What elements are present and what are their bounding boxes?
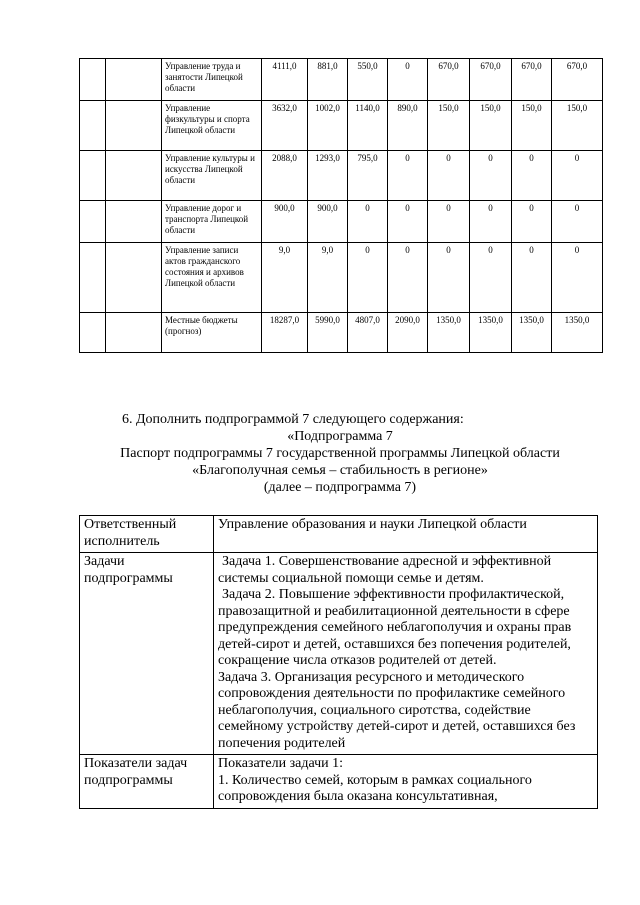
- budget-value-cell: 0: [428, 243, 470, 313]
- subprogram-alias: (далее – подпрограмма 7): [263, 480, 417, 495]
- budget-value-cell: 0: [470, 201, 512, 243]
- budget-row-name: Управление культуры и искусства Липецкой области: [162, 151, 262, 201]
- budget-row: [80, 243, 603, 313]
- budget-row: [80, 59, 603, 101]
- budget-value-cell: 0: [388, 59, 428, 101]
- budget-value-cell: 670,0: [428, 59, 470, 101]
- passport-label-tasks: Задачи подпрограммы: [80, 553, 214, 755]
- budget-row-name: Управление физкультуры и спорта Липецкой области: [162, 101, 262, 151]
- budget-row-name: Местные бюджеты (прогноз): [162, 313, 262, 353]
- passport-value-tasks: [214, 553, 598, 755]
- budget-value-cell: 150,0: [512, 101, 552, 151]
- passport-row-indicators: [80, 755, 598, 809]
- budget-row: [80, 101, 603, 151]
- budget-value-cell: 0: [388, 151, 428, 201]
- budget-value-cell: 2090,0: [388, 313, 428, 353]
- budget-value-cell: 1350,0: [428, 313, 470, 353]
- budget-value-cell: 9,0: [262, 243, 308, 313]
- budget-value-cell: 2088,0: [262, 151, 308, 201]
- budget-value-cell: 9,0: [308, 243, 348, 313]
- task-2: Задача 2. Повышение эффективности профилактической, правозащитной и реабилитационной деятельности в сфере предупреждения семейного неблагополучия и охраны прав детей-сирот и детей, оставшихся без попечения родителей, сокращение числа отказов родителей от детей.: [218, 587, 572, 668]
- budget-row: [80, 201, 603, 243]
- budget-value-cell: 900,0: [262, 201, 308, 243]
- budget-value-cell: 18287,0: [262, 313, 308, 353]
- budget-value-cell: 881,0: [308, 59, 348, 101]
- program-name: «Благополучная семья – стабильность в регионе»: [192, 463, 488, 478]
- budget-value-cell: 150,0: [428, 101, 470, 151]
- budget-empty-cell: [106, 101, 162, 151]
- budget-value-cell: 0: [512, 151, 552, 201]
- budget-empty-cell: [80, 313, 106, 353]
- subprogram-title: «Подпрограмма 7: [287, 429, 393, 444]
- budget-row: [80, 151, 603, 201]
- budget-value-cell: 0: [552, 151, 603, 201]
- budget-row: [80, 313, 603, 353]
- budget-value-cell: 795,0: [348, 151, 388, 201]
- budget-value-cell: 0: [470, 243, 512, 313]
- budget-value-cell: 0: [348, 243, 388, 313]
- budget-empty-cell: [80, 151, 106, 201]
- budget-empty-cell: [106, 151, 162, 201]
- budget-empty-cell: [80, 59, 106, 101]
- budget-value-cell: 1002,0: [308, 101, 348, 151]
- budget-value-cell: 670,0: [552, 59, 603, 101]
- budget-value-cell: 150,0: [470, 101, 512, 151]
- budget-row-name: Управление труда и занятости Липецкой области: [162, 59, 262, 101]
- budget-value-cell: 0: [512, 243, 552, 313]
- budget-value-cell: 890,0: [388, 101, 428, 151]
- budget-value-cell: 0: [348, 201, 388, 243]
- budget-row-name: Управление дорог и транспорта Липецкой области: [162, 201, 262, 243]
- passport-row-executor: [80, 516, 598, 553]
- passport-table: [79, 515, 598, 809]
- budget-value-cell: 0: [512, 201, 552, 243]
- passport-label-executor: Ответственный исполнитель: [80, 516, 214, 553]
- budget-empty-cell: [106, 243, 162, 313]
- indicators-heading: Показатели задачи 1:: [218, 756, 344, 771]
- budget-value-cell: 0: [552, 201, 603, 243]
- passport-label-indicators: Показатели задач подпрограммы: [80, 755, 214, 809]
- task-1: Задача 1. Совершенствование адресной и эффективной системы социальной помощи семье и детям.: [218, 554, 552, 586]
- budget-value-cell: 4111,0: [262, 59, 308, 101]
- budget-value-cell: 5990,0: [308, 313, 348, 353]
- budget-value-cell: 1350,0: [470, 313, 512, 353]
- budget-value-cell: 1350,0: [552, 313, 603, 353]
- budget-value-cell: 0: [388, 201, 428, 243]
- passport-row-tasks: [80, 553, 598, 755]
- amendment-line: 6. Дополнить подпрограммой 7 следующего содержания:: [122, 412, 464, 427]
- budget-value-cell: 0: [470, 151, 512, 201]
- indicator-1: 1. Количество семей, которым в рамках социального сопровождения была оказана консультативная,: [218, 772, 532, 804]
- budget-empty-cell: [80, 201, 106, 243]
- budget-value-cell: 1293,0: [308, 151, 348, 201]
- budget-empty-cell: [106, 59, 162, 101]
- passport-title: Паспорт подпрограммы 7 государственной программы Липецкой области: [120, 446, 560, 461]
- task-3: Задача 3. Организация ресурсного и методического сопровождения деятельности по профилактике семейного неблагополучия, социального сиротства, содействие семейному устройству детей-сирот и детей, оставшихся без попечения родителей: [218, 669, 576, 751]
- budget-empty-cell: [80, 101, 106, 151]
- budget-value-cell: 0: [428, 201, 470, 243]
- budget-empty-cell: [106, 201, 162, 243]
- budget-value-cell: 1140,0: [348, 101, 388, 151]
- passport-value-indicators: [214, 755, 598, 809]
- budget-value-cell: 3632,0: [262, 101, 308, 151]
- budget-value-cell: 0: [552, 243, 603, 313]
- budget-value-cell: 670,0: [512, 59, 552, 101]
- budget-value-cell: 4807,0: [348, 313, 388, 353]
- budget-value-cell: 670,0: [470, 59, 512, 101]
- subprogram-heading: [80, 411, 600, 496]
- budget-table: [79, 58, 603, 353]
- passport-value-executor: Управление образования и науки Липецкой области: [214, 516, 598, 553]
- budget-row-name: Управление записи актов гражданского состояния и архивов Липецкой области: [162, 243, 262, 313]
- budget-value-cell: 0: [428, 151, 470, 201]
- budget-value-cell: 900,0: [308, 201, 348, 243]
- budget-empty-cell: [80, 243, 106, 313]
- budget-value-cell: 0: [388, 243, 428, 313]
- budget-empty-cell: [106, 313, 162, 353]
- budget-value-cell: 1350,0: [512, 313, 552, 353]
- budget-value-cell: 150,0: [552, 101, 603, 151]
- budget-value-cell: 550,0: [348, 59, 388, 101]
